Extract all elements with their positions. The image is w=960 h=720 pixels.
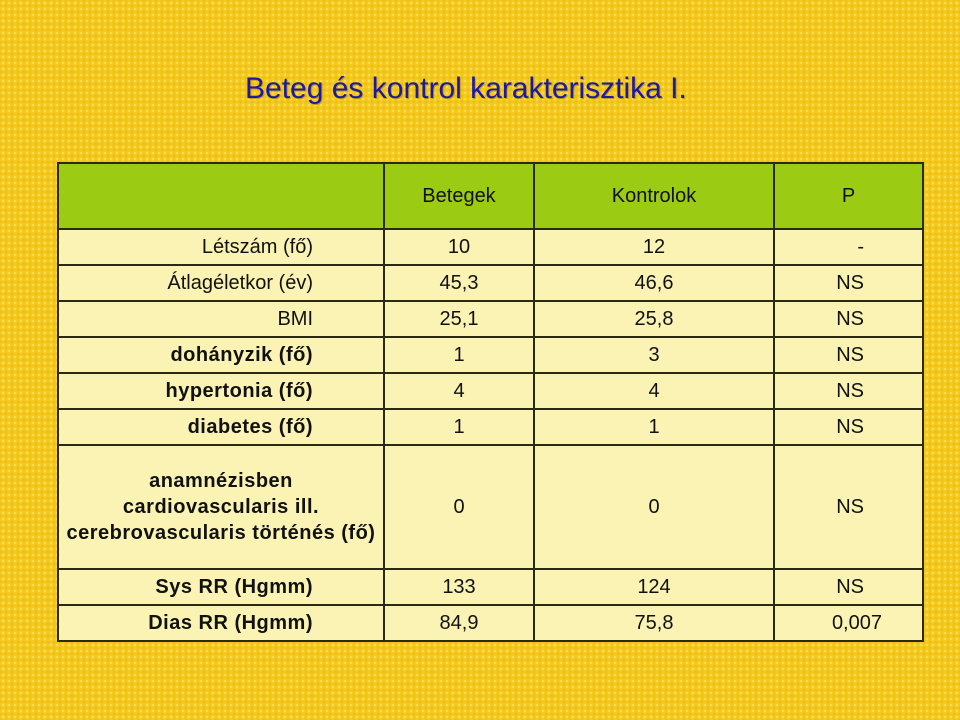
row-label: Dias RR (Hgmm) [58, 605, 384, 641]
cell-betegek: 25,1 [384, 301, 534, 337]
cell-betegek: 0 [384, 445, 534, 569]
table-row-atlageletkor [58, 265, 923, 301]
cell-betegek: 4 [384, 373, 534, 409]
cell-p: NS [774, 265, 923, 301]
row-label: hypertonia (fő) [58, 373, 384, 409]
cell-kontrolok: 46,6 [534, 265, 774, 301]
cell-p: 0,007 [774, 605, 923, 641]
row-label: dohányzik (fő) [58, 337, 384, 373]
cell-kontrolok: 3 [534, 337, 774, 373]
cell-betegek: 84,9 [384, 605, 534, 641]
header-betegek: Betegek [384, 163, 534, 229]
cell-p: NS [774, 373, 923, 409]
cell-p: NS [774, 569, 923, 605]
header-p: P [774, 163, 923, 229]
cell-p: NS [774, 409, 923, 445]
table-row-sys-rr [58, 569, 923, 605]
table-row-dias-rr [58, 605, 923, 641]
row-label: anamnézisben cardiovascularis ill. cerebrovascularis történés (fő) [58, 445, 384, 569]
cell-kontrolok: 0 [534, 445, 774, 569]
cell-betegek: 1 [384, 409, 534, 445]
cell-betegek: 133 [384, 569, 534, 605]
cell-p: NS [774, 337, 923, 373]
header-kontrolok: Kontrolok [534, 163, 774, 229]
cell-kontrolok: 25,8 [534, 301, 774, 337]
cell-kontrolok: 124 [534, 569, 774, 605]
cell-p: - [774, 229, 923, 265]
cell-p: NS [774, 445, 923, 569]
header-corner-cell [58, 163, 384, 229]
cell-kontrolok: 75,8 [534, 605, 774, 641]
cell-betegek: 45,3 [384, 265, 534, 301]
row-label: Létszám (fő) [58, 229, 384, 265]
row-label: Sys RR (Hgmm) [58, 569, 384, 605]
cell-betegek: 1 [384, 337, 534, 373]
cell-kontrolok: 4 [534, 373, 774, 409]
row-label: Átlagéletkor (év) [58, 265, 384, 301]
table-row-diabetes [58, 409, 923, 445]
table-row-hypertonia [58, 373, 923, 409]
row-label: diabetes (fő) [58, 409, 384, 445]
row-label: BMI [58, 301, 384, 337]
table-row-bmi [58, 301, 923, 337]
cell-betegek: 10 [384, 229, 534, 265]
slide-title: Beteg és kontrol karakterisztika I. [245, 72, 687, 105]
cell-kontrolok: 12 [534, 229, 774, 265]
table-row-letszam [58, 229, 923, 265]
table-header-row [58, 163, 923, 229]
cell-p: NS [774, 301, 923, 337]
table-row-anamnezis [58, 445, 923, 569]
characteristics-table [57, 162, 924, 642]
table-row-dohanyzik [58, 337, 923, 373]
cell-kontrolok: 1 [534, 409, 774, 445]
